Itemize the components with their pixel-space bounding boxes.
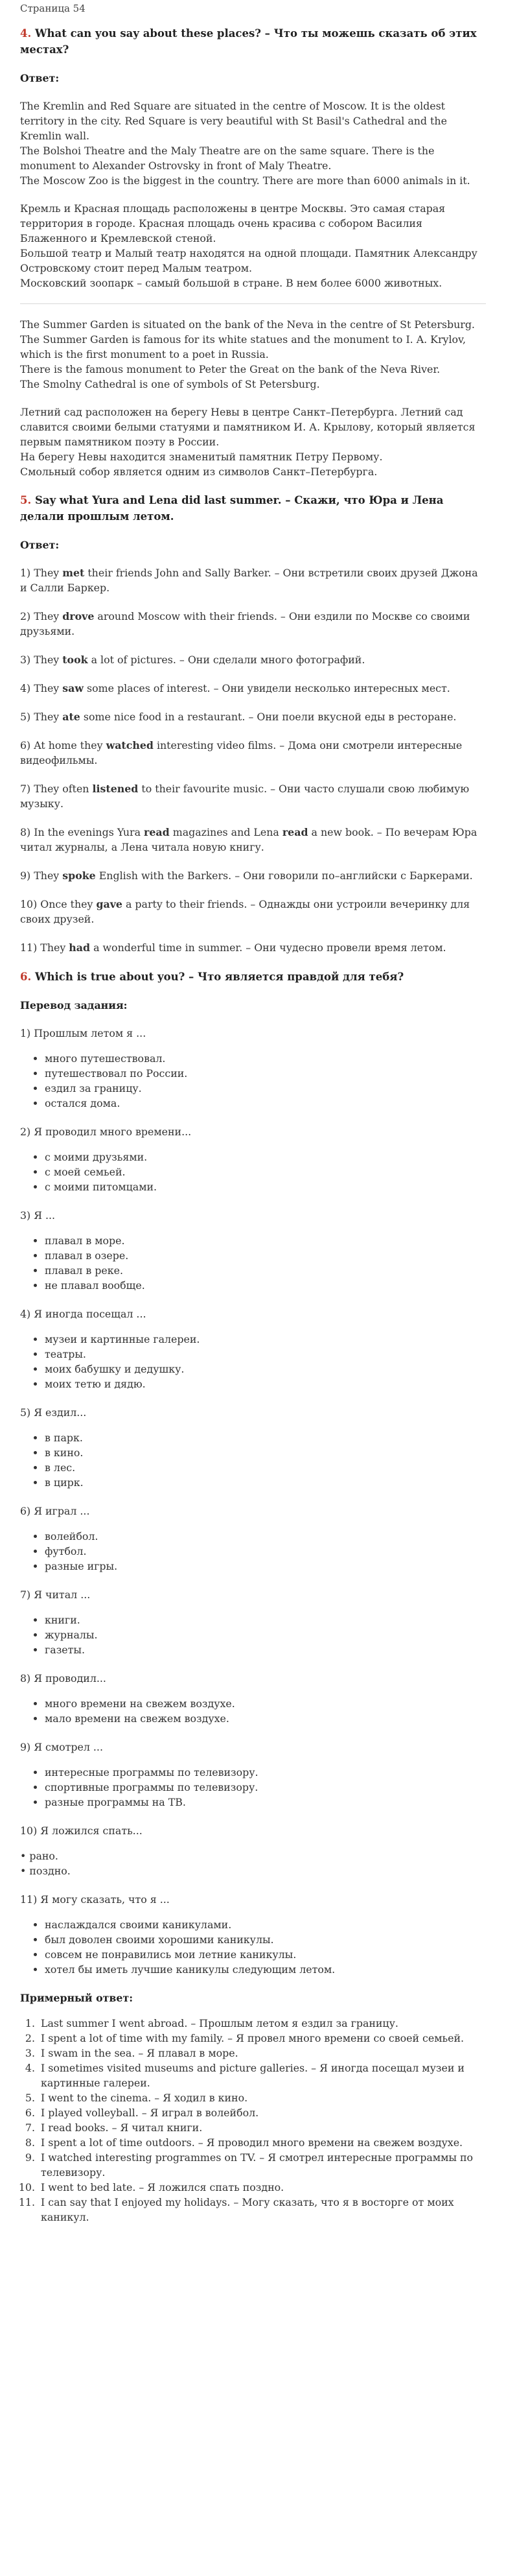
- sample-answer-item: 5. I went to the cinema. – Я ходил в кино.: [38, 2090, 486, 2105]
- answer-text: 3) They: [20, 654, 63, 666]
- sample-answer-item: 10. I went to bed late. – Я ложился спать поздно.: [38, 2180, 486, 2195]
- option-list: [20, 1765, 486, 1810]
- sample-answer-item: 2. I spent a lot of time with my family. – Я провел много времени со своей семьей.: [38, 2031, 486, 2046]
- option-item: • в кино.: [45, 1445, 486, 1460]
- answer-text: 7) They often: [20, 783, 93, 795]
- answer-text: 9) They: [20, 869, 63, 882]
- option-list: [20, 1917, 486, 1977]
- answer-item: [20, 565, 486, 595]
- question-text: 1) Прошлым летом я ...: [20, 1027, 146, 1039]
- option-item: • волейбол.: [45, 1529, 486, 1544]
- answer-verb: met: [62, 567, 85, 579]
- answer-text: interesting video films. – Дома они смотрели интересные видеофильмы.: [20, 739, 463, 766]
- option-list: [20, 1529, 486, 1574]
- task4-heading: [20, 25, 486, 58]
- answer-verb: took: [62, 654, 88, 666]
- sample-answer-item: 1. Last summer I went abroad. – Прошлым летом я ездил за границу.: [38, 2016, 486, 2031]
- task4-answer-label: Ответ:: [20, 72, 60, 84]
- task6-translation-label: Перевод задания:: [20, 999, 128, 1011]
- paragraph: The Summer Garden is situated on the bank of the Neva in the centre of St Petersburg. The Summer Garden is famous for its white statues and the monument to I. A. Krylov, which is the first monument to a poet in Russia.: [20, 318, 475, 360]
- option-item: • много путешествовал.: [45, 1051, 486, 1066]
- paragraph: Кремль и Красная площадь расположены в центре Москвы. Это самая старая территория в городе. Красная площадь очень красива с собором Василия Блаженного и Кремлевской стеной.: [20, 202, 446, 244]
- answer-item: [20, 781, 486, 811]
- option-item: • интересные программы по телевизору.: [45, 1765, 486, 1780]
- answer-text: 2) They: [20, 610, 63, 622]
- question-text: 9) Я смотрел ...: [20, 1741, 103, 1753]
- question-group: [20, 1405, 486, 1490]
- option-item: • путешествовал по России.: [45, 1066, 486, 1081]
- answer-verb: listened: [92, 783, 139, 795]
- task5-number: 5.: [20, 494, 32, 506]
- answer-verb: gave: [96, 898, 122, 910]
- task5-answer-label: Ответ:: [20, 539, 60, 551]
- option-list: [20, 1332, 486, 1391]
- answer-text: magazines and Lena: [169, 826, 282, 838]
- answer-verb: read: [144, 826, 170, 838]
- option-list: [20, 1613, 486, 1657]
- answer-text: 4) They: [20, 682, 63, 694]
- paragraph: Большой театр и Малый театр находятся на одной площади. Памятник Александру Островскому стоит перед Малым театром.: [20, 247, 477, 274]
- question-text: 3) Я ...: [20, 1209, 56, 1222]
- answer-text: a new book. – По вечерам Юра читал журналы, а Лена читала новую книгу.: [20, 826, 477, 853]
- answer-item: [20, 652, 486, 667]
- task6-title: Which is true about you? – Что является правдой для тебя?: [34, 971, 404, 983]
- option-item: • остался дома.: [45, 1096, 486, 1111]
- sample-answer-item: 3. I swam in the sea. – Я плавал в море.: [38, 2046, 486, 2061]
- option-item: • хотел бы иметь лучшие каникулы следующим летом.: [45, 1962, 486, 1977]
- answer-text: English with the Barkers. – Они говорили по–английски с Баркерами.: [95, 869, 473, 882]
- sample-answer-item: 6. I played volleyball. – Я играл в волейбол.: [38, 2105, 486, 2120]
- option-item: • с моими друзьями.: [45, 1150, 486, 1164]
- answer-item: [20, 609, 486, 639]
- paragraph: The Smolny Cathedral is one of symbols of St Petersburg.: [20, 378, 320, 390]
- option-item: • музеи и картинные галереи.: [45, 1332, 486, 1347]
- option-item: • с моими питомцами.: [45, 1179, 486, 1194]
- option-item: • моих бабушку и дедушку.: [45, 1362, 486, 1377]
- task6-number: 6.: [20, 971, 32, 983]
- question-text: 4) Я иногда посещал ...: [20, 1308, 146, 1320]
- sample-answer-item: 8. I spent a lot of time outdoors. – Я проводил много времени на свежем воздухе.: [38, 2135, 486, 2150]
- option-item: • книги.: [45, 1613, 486, 1627]
- spb-ru-text: [20, 405, 486, 479]
- option-item: • в цирк.: [45, 1475, 486, 1490]
- sample-answer-label: Примерный ответ:: [20, 1992, 133, 2004]
- question-group: [20, 1823, 486, 1878]
- sample-answer-item: 11. I can say that I enjoyed my holidays. – Могу сказать, что я в восторге от моих каникул.: [38, 2195, 486, 2225]
- option-list: [20, 1150, 486, 1194]
- answer-item: [20, 681, 486, 696]
- paragraph: The Moscow Zoo is the biggest in the country. There are more than 6000 animals in it.: [20, 174, 470, 187]
- question-group: [20, 1504, 486, 1574]
- question-text: 11) Я могу сказать, что я ...: [20, 1893, 170, 1906]
- paragraph: The Bolshoi Theatre and the Maly Theatre are on the same square. There is the monument to Alexander Ostrovsky in front of Maly Theatre.: [20, 145, 435, 172]
- answer-text: 11) They: [20, 941, 69, 954]
- answer-verb: drove: [62, 610, 95, 622]
- option-item: • плавал в озере.: [45, 1248, 486, 1263]
- option-item: • не плавал вообще.: [45, 1278, 486, 1293]
- answer-verb: ate: [62, 711, 80, 723]
- option-item: • журналы.: [45, 1627, 486, 1642]
- task4-number: 4.: [20, 27, 32, 40]
- option-item: • футбол.: [45, 1544, 486, 1559]
- answer-text: 8) In the evenings Yura: [20, 826, 144, 838]
- question-text: 2) Я проводил много времени...: [20, 1126, 192, 1138]
- task5-title: Say what Yura and Lena did last summer. – Скажи, что Юра и Лена делали прошлым летом.: [20, 494, 444, 523]
- option-item: • разные программы на ТВ.: [45, 1795, 486, 1810]
- option-item: • разные игры.: [45, 1559, 486, 1574]
- answer-verb: read: [282, 826, 308, 838]
- task5-answers: [20, 565, 486, 955]
- sample-answer-item: 7. I read books. – Я читал книги.: [38, 2120, 486, 2135]
- answer-item: [20, 825, 486, 855]
- task4-title: What can you say about these places? – Что ты можешь сказать об этих местах?: [20, 27, 477, 56]
- answer-text: some places of interest. – Они увидели несколько интересных мест.: [83, 682, 450, 694]
- paragraph: Летний сад расположен на берегу Невы в центре Санкт–Петербурга. Летний сад славится своими белыми статуями и памятником И. А. Крылову, который является первым памятником поэту в России.: [20, 406, 476, 448]
- option-item: • наслаждался своими каникулами.: [45, 1917, 486, 1932]
- question-group: [20, 1671, 486, 1726]
- question-group: [20, 1026, 486, 1111]
- option-item: • в парк.: [45, 1430, 486, 1445]
- option-item: • с моей семьей.: [45, 1164, 486, 1179]
- answer-text: around Moscow with their friends. – Они ездили по Москве со своими друзьями.: [20, 610, 470, 637]
- question-group: [20, 1740, 486, 1810]
- option-item: • плавал в реке.: [45, 1263, 486, 1278]
- question-text: 8) Я проводил...: [20, 1672, 106, 1684]
- question-group: [20, 1124, 486, 1194]
- option-item: • театры.: [45, 1347, 486, 1362]
- option-item: • моих тетю и дядю.: [45, 1377, 486, 1391]
- question-group: [20, 1587, 486, 1657]
- sample-answer-item: 9. I watched interesting programmes on TV. – Я смотрел интересные программы по телевизору.: [38, 2150, 486, 2180]
- option-item: • плавал в море.: [45, 1233, 486, 1248]
- answer-verb: watched: [106, 739, 154, 751]
- answer-item: [20, 940, 486, 955]
- answer-item: [20, 897, 486, 927]
- option-list: [20, 1430, 486, 1490]
- paragraph: The Kremlin and Red Square are situated in the centre of Moscow. It is the oldest territory in the city. Red Square is very beautiful with St Basil's Cathedral and the Kremlin wall.: [20, 100, 447, 142]
- spb-en-text: [20, 317, 486, 392]
- sample-answer-item: 4. I sometimes visited museums and picture galleries. – Я иногда посещал музеи и картинные галереи.: [38, 2061, 486, 2090]
- question-text: 10) Я ложился спать...: [20, 1825, 143, 1837]
- option-item: • совсем не понравились мои летние каникулы.: [45, 1947, 486, 1962]
- page-label: Страница 54: [20, 3, 86, 14]
- paragraph: There is the famous monument to Peter the Great on the bank of the Neva River.: [20, 363, 441, 375]
- option-item: • в лес.: [45, 1460, 486, 1475]
- answer-text: a party to their friends. – Однажды они устроили вечеринку для своих друзей.: [20, 898, 470, 925]
- question-group: [20, 1306, 486, 1391]
- option-list: [20, 1696, 486, 1726]
- task6-heading: [20, 969, 486, 985]
- answer-text: a lot of pictures. – Они сделали много фотографий.: [87, 654, 365, 666]
- option-item: • мало времени на свежем воздухе.: [45, 1711, 486, 1726]
- answer-text: 6) At home they: [20, 739, 106, 751]
- answer-item: [20, 709, 486, 724]
- question-text: 7) Я читал ...: [20, 1589, 91, 1601]
- answer-text: a wonderful time in summer. – Они чудесно провели время летом.: [90, 941, 446, 954]
- answer-text: 5) They: [20, 711, 63, 723]
- option-item: • много времени на свежем воздухе.: [45, 1696, 486, 1711]
- answer-text: 1) They: [20, 567, 63, 579]
- answer-item: [20, 868, 486, 883]
- option-list: [20, 1233, 486, 1293]
- divider: [20, 303, 486, 304]
- option-item: • газеты.: [45, 1642, 486, 1657]
- option-item: • рано.: [20, 1850, 58, 1862]
- question-group: [20, 1208, 486, 1293]
- sample-answer-list: [20, 2016, 486, 2225]
- option-item: • спортивные программы по телевизору.: [45, 1780, 486, 1795]
- answer-text: some nice food in a restaurant. – Они поели вкусной еды в ресторане.: [80, 711, 457, 723]
- question-group: [20, 1892, 486, 1977]
- answer-text: to their favourite music. – Они часто слушали свою любимую музыку.: [20, 783, 470, 810]
- option-item: • поздно.: [20, 1865, 71, 1877]
- option-item: • ездил за границу.: [45, 1081, 486, 1096]
- task5-heading: [20, 492, 486, 525]
- paragraph: На берегу Невы находится знаменитый памятник Петру Первому.: [20, 451, 383, 463]
- answer-verb: spoke: [62, 869, 96, 882]
- option-list: [20, 1051, 486, 1111]
- question-text: 5) Я ездил...: [20, 1406, 87, 1419]
- paragraph: Московский зоопарк – самый большой в стране. В нем более 6000 животных.: [20, 277, 443, 289]
- answer-verb: had: [69, 941, 91, 954]
- moscow-en-text: [20, 99, 486, 188]
- answer-text: their friends John and Sally Barker. – Они встретили своих друзей Джона и Салли Баркер.: [20, 567, 478, 594]
- question-text: 6) Я играл ...: [20, 1505, 90, 1517]
- option-item: • был доволен своими хорошими каникулы.: [45, 1932, 486, 1947]
- answer-text: 10) Once they: [20, 898, 97, 910]
- answer-item: [20, 738, 486, 768]
- paragraph: Смольный собор является одним из символов Санкт–Петербурга.: [20, 466, 378, 478]
- moscow-ru-text: [20, 201, 486, 290]
- answer-verb: saw: [62, 682, 84, 694]
